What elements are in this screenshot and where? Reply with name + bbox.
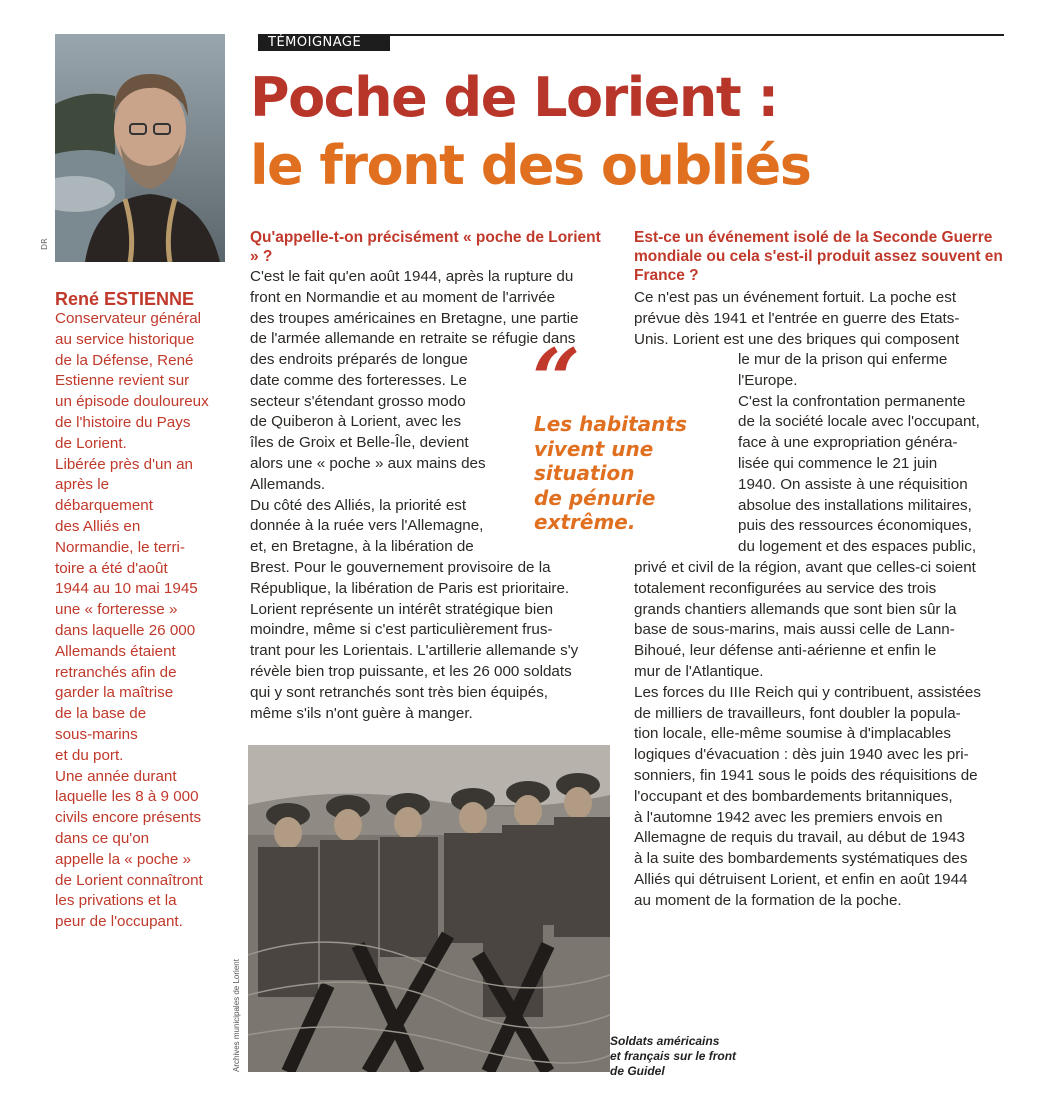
bio-line: débarquement [55, 497, 153, 515]
archive-photo [248, 745, 610, 1072]
photo-credit: Archives municipales de Lorient [232, 959, 241, 1072]
body-line: République, la libération de Paris est prioritaire. [250, 579, 570, 597]
bio-line: toire a été d'août [55, 559, 168, 577]
author-name: René ESTIENNE [55, 289, 195, 309]
bio-line: peur de l'occupant. [55, 913, 183, 931]
body-line: Brest. Pour le gouvernement provisoire de la [250, 559, 551, 576]
bio-line: Conservateur général [55, 310, 202, 327]
pull-quote-line: situation [534, 461, 635, 486]
body-line: totalement reconfigurées au service des trois [634, 579, 937, 597]
body-line: lisée qui commence le 21 juin [738, 454, 938, 472]
bio-line: une « forteresse » [55, 601, 178, 619]
body-line: l'Europe. [738, 371, 798, 389]
caption-line: et français sur le front [610, 1049, 737, 1063]
bio-line: civils encore présents [55, 809, 202, 827]
body-line: alors une « poche » aux mains des [250, 454, 486, 472]
author-bio [55, 309, 227, 933]
bio-line: de Lorient connaîtront [55, 871, 203, 889]
bio-line: et du port. [55, 746, 124, 764]
body-line: Allemagne de requis du travail, au début de 1943 [634, 829, 965, 847]
body-line: donnée à la ruée vers l'Allemagne, [250, 517, 484, 535]
body-line: absolue des installations militaires, [738, 496, 972, 514]
title-line-2: le front des oubliés [250, 134, 811, 197]
pull-quote-line: vivent une [534, 436, 654, 461]
body-line: secteur s'étendant grosso modo [250, 392, 466, 410]
body-line: et, en Bretagne, à la libération de [250, 538, 474, 556]
body-line: à l'automne 1942 avec les premiers envois en [634, 808, 943, 826]
bio-line: un épisode douloureux [55, 393, 209, 411]
bio-line: Allemands étaient [55, 642, 176, 660]
author-portrait [55, 34, 225, 262]
bio-line: de la Défense, René [55, 351, 194, 369]
bio-line: retranchés afin de [55, 663, 177, 681]
body-line: Ce n'est pas un événement fortuit. La poche est [634, 289, 957, 306]
body-line: Lorient représente un intérêt stratégique bien [250, 600, 554, 618]
body-line: du logement et des espaces public, [738, 538, 977, 556]
bio-line: des Alliés en [55, 517, 141, 535]
body-line: Alliés qui détruisent Lorient, et enfin en août 1944 [634, 870, 968, 888]
question-2: Est-ce un événement isolé de la Seconde Guerre mondiale ou cela s'est-il produit assez souvent en France ? [634, 229, 1003, 284]
pull-quote-line: Les habitants [534, 412, 687, 436]
body-line: au moment de la formation de la poche. [634, 891, 902, 909]
body-line: trant pour les Lorientais. L'artillerie allemande s'y [250, 642, 579, 660]
col1-body-top [250, 267, 578, 350]
bio-line: Normandie, le terri- [55, 538, 185, 556]
bio-line: les privations et la [55, 892, 177, 910]
body-line: sonniers, fin 1941 sous le poids des réquisitions de [634, 766, 978, 784]
body-line: mur de l'Atlantique. [634, 662, 764, 680]
article-title [250, 64, 1010, 200]
bio-line: Estienne revient sur [55, 372, 190, 390]
body-line: Unis. Lorient est une des briques qui composent [634, 330, 960, 348]
bio-line: garder la maîtrise [55, 684, 174, 702]
body-line: 1940. On assiste à une réquisition [738, 475, 968, 493]
body-line: C'est la confrontation permanente [738, 392, 966, 410]
soldiers-photo-image [248, 745, 610, 1072]
body-line: base de sous-marins, mais aussi celle de Lann- [634, 621, 955, 639]
bio-line: après le [55, 476, 110, 494]
caption-line: de Guidel [610, 1064, 665, 1078]
bio-line: appelle la « poche » [55, 850, 191, 868]
bio-line: de Lorient. [55, 434, 127, 452]
bio-line: dans ce qu'on [55, 829, 150, 847]
caption-line: Soldats américains [610, 1034, 720, 1048]
body-line: C'est le fait qu'en août 1944, après la rupture du [250, 268, 574, 285]
body-line: puis des ressources économiques, [738, 517, 972, 535]
body-line: à la suite des bombardements systématiques des [634, 850, 968, 868]
body-line: Du côté des Alliés, la priorité est [250, 496, 467, 514]
body-line: moindre, même si c'est particulièrement frus- [250, 621, 553, 639]
body-line: révèle bien trop puissante, et les 26 000 soldats [250, 662, 572, 680]
body-line: date comme des forteresses. Le [250, 371, 467, 389]
body-line: qui y sont retranchés sont très bien équipés, [250, 683, 549, 701]
bio-line: Une année durant [55, 767, 177, 785]
body-line: tion locale, elle-même soumise à d'implacables [634, 725, 951, 743]
body-line: privé et civil de la région, avant que celles-ci soient [634, 559, 976, 576]
body-line: grands chantiers allemands que sont bien sûr la [634, 600, 957, 618]
title-line-1: Poche de Lorient : [250, 66, 778, 129]
quote-mark-icon: “ [532, 330, 581, 429]
body-line: de Quiberon à Lorient, avec les [250, 413, 462, 431]
bio-line: au service historique [55, 330, 195, 348]
col2-body-top [634, 288, 959, 350]
col2-body-narrow [738, 350, 1000, 558]
bio-line: de la base de [55, 705, 147, 723]
body-line: le mur de la prison qui enferme [738, 351, 948, 368]
col1-body-narrow [250, 350, 486, 558]
portrait-credit: DR [40, 238, 49, 250]
pull-quote-line: extrême. [534, 510, 636, 535]
body-line: de milliers de travailleurs, font doubler la popula- [634, 704, 961, 722]
bio-line: Libérée près d'un an [55, 455, 194, 473]
pull-quote-line: de pénurie [534, 485, 656, 510]
body-line: de l'armée allemande en retraite se réfugie dans [250, 330, 576, 348]
body-line: face à une expropriation généra- [738, 434, 958, 452]
bio-line: dans laquelle 26 000 [55, 621, 196, 639]
bio-line: sous-marins [55, 725, 138, 743]
body-line: logiques d'évacuation : dès juin 1940 avec les pri- [634, 746, 969, 764]
question-1: Qu'appelle-t-on précisément « poche de Lorient » ? [250, 229, 601, 265]
col2-body-bottom [634, 558, 981, 912]
body-line: l'occupant et des bombardements britanniques, [634, 787, 953, 805]
body-line: Bihoué, leur défense anti-aérienne et enfin le [634, 642, 937, 660]
col1-body-bottom [250, 558, 578, 724]
bio-line: 1944 au 10 mai 1945 [55, 580, 198, 598]
body-line: Allemands. [250, 475, 326, 493]
body-line: même s'ils n'ont guère à manger. [250, 704, 473, 722]
body-line: îles de Groix et Belle-Île, devient [250, 434, 469, 452]
bio-line: laquelle les 8 à 9 000 [55, 788, 199, 806]
pull-quote [534, 412, 714, 535]
bio-line: de l'histoire du Pays [55, 413, 191, 431]
body-line: des endroits préparés de longue [250, 351, 468, 368]
body-line: front en Normandie et au moment de l'arrivée [250, 288, 556, 306]
body-line: des troupes américaines en Bretagne, une partie [250, 309, 579, 327]
body-line: de la société locale avec l'occupant, [738, 413, 980, 431]
section-rubric: TÉMOIGNAGE [258, 34, 390, 51]
photo-caption [610, 1034, 780, 1079]
portrait-image [55, 34, 225, 262]
body-line: prévue dès 1941 et l'entrée en guerre des Etats- [634, 309, 960, 327]
body-line: Les forces du IIIe Reich qui y contribuent, assistées [634, 683, 981, 701]
